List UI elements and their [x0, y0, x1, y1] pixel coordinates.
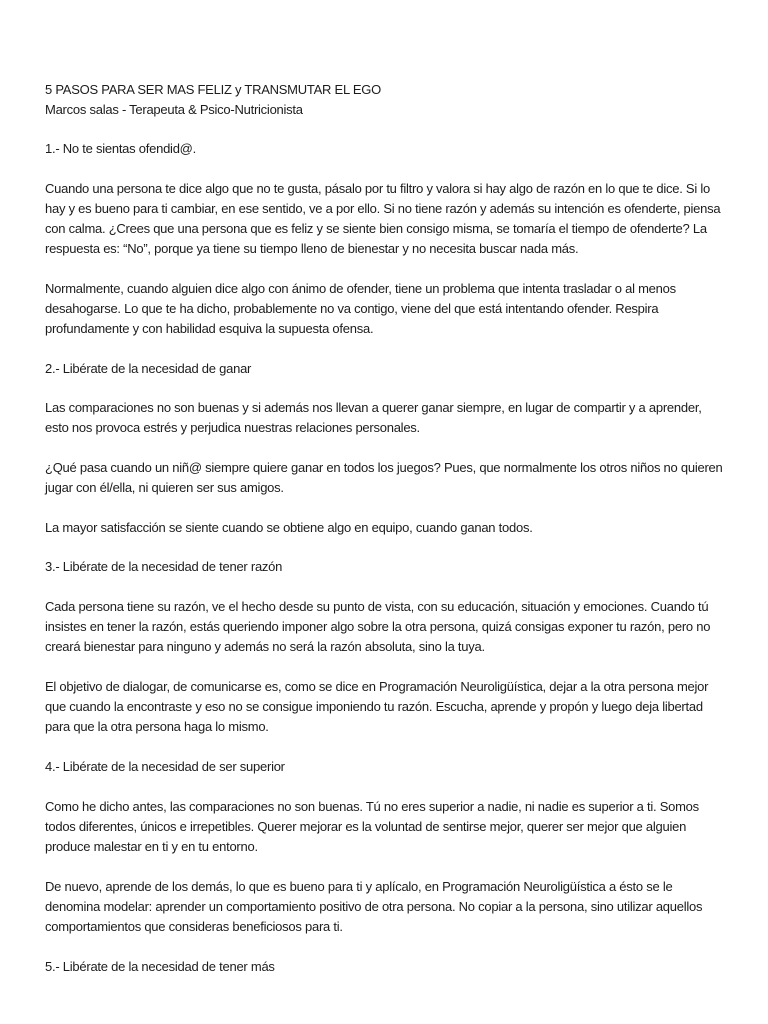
section-heading-5: 5.- Libérate de la necesidad de tener más	[45, 959, 275, 974]
document-author: Marcos salas - Terapeuta & Psico-Nutricionista	[45, 102, 303, 117]
section-2-paragraph-3: La mayor satisfacción se siente cuando se obtiene algo en equipo, cuando ganan todos.	[45, 520, 533, 535]
section-2-paragraph-1: Las comparaciones no son buenas y si además nos llevan a querer ganar siempre, en lugar de compartir y a aprender, esto nos provoca estrés y perjudica nuestras relaciones personales.	[45, 400, 702, 435]
section-4-paragraph-1: Como he dicho antes, las comparaciones no son buenas. Tú no eres superior a nadie, ni nadie es superior a ti. Somos todos diferentes, únicos e irrepetibles. Querer mejorar es la voluntad de sentirse mejor, querer ser mejor que alguien produce malestar en ti y en tu entorno.	[45, 799, 699, 854]
section-3-paragraph-1: Cada persona tiene su razón, ve el hecho desde su punto de vista, con su educación, situación y emociones. Cuando tú insistes en tener la razón, estás queriendo imponer algo sobre la otra persona, quizá consigas exponer tu razón, pero no creará bienestar para ninguno y además no será la razón absoluta, sino la tuya.	[45, 599, 711, 654]
section-heading-4: 4.- Libérate de la necesidad de ser superior	[45, 759, 285, 774]
document-title: 5 PASOS PARA SER MAS FELIZ y TRANSMUTAR EL EGO	[45, 82, 381, 97]
section-4-paragraph-2: De nuevo, aprende de los demás, lo que es bueno para ti y aplícalo, en Programación Neuroligüística a ésto se le denomina modelar: aprender un comportamiento positivo de otra persona. No copiar a la persona, sino utilizar aquellos comportamientos que consideras beneficiosos para ti.	[45, 879, 703, 934]
section-3-paragraph-2: El objetivo de dialogar, de comunicarse es, como se dice en Programación Neuroligüística, dejar a la otra persona mejor que cuando la encontraste y eso no se consigue imponiendo tu razón. Escucha, aprende y propón y luego deja libertad para que la otra persona haga lo mismo.	[45, 679, 709, 734]
section-heading-1: 1.- No te sientas ofendid@.	[45, 141, 196, 156]
section-2-paragraph-2: ¿Qué pasa cuando un niñ@ siempre quiere ganar en todos los juegos? Pues, que normalmente los otros niños no quieren jugar con él/ella, ni quieren ser sus amigos.	[45, 460, 723, 495]
section-heading-2: 2.- Libérate de la necesidad de ganar	[45, 361, 252, 376]
section-1-paragraph-2: Normalmente, cuando alguien dice algo con ánimo de ofender, tiene un problema que intenta trasladar o al menos desahogarse. Lo que te ha dicho, probablemente no va contigo, viene del que está intentando ofender. Respira profundamente y con habilidad esquiva la supuesta ofensa.	[45, 281, 676, 336]
section-heading-3: 3.- Libérate de la necesidad de tener razón	[45, 559, 283, 574]
section-1-paragraph-1: Cuando una persona te dice algo que no te gusta, pásalo por tu filtro y valora si hay algo de razón en lo que te dice. Si lo hay y es bueno para ti cambiar, en ese sentido, ve a por ello. Si no tiene razón y además su intención es ofenderte, piensa con calma. ¿Crees que una persona que es feliz y se siente bien consigo misma, se tomaría el tiempo de ofenderte? La respuesta es: “No”, porque ya tiene su tiempo lleno de bienestar y no necesita buscar nada más.	[45, 181, 721, 256]
